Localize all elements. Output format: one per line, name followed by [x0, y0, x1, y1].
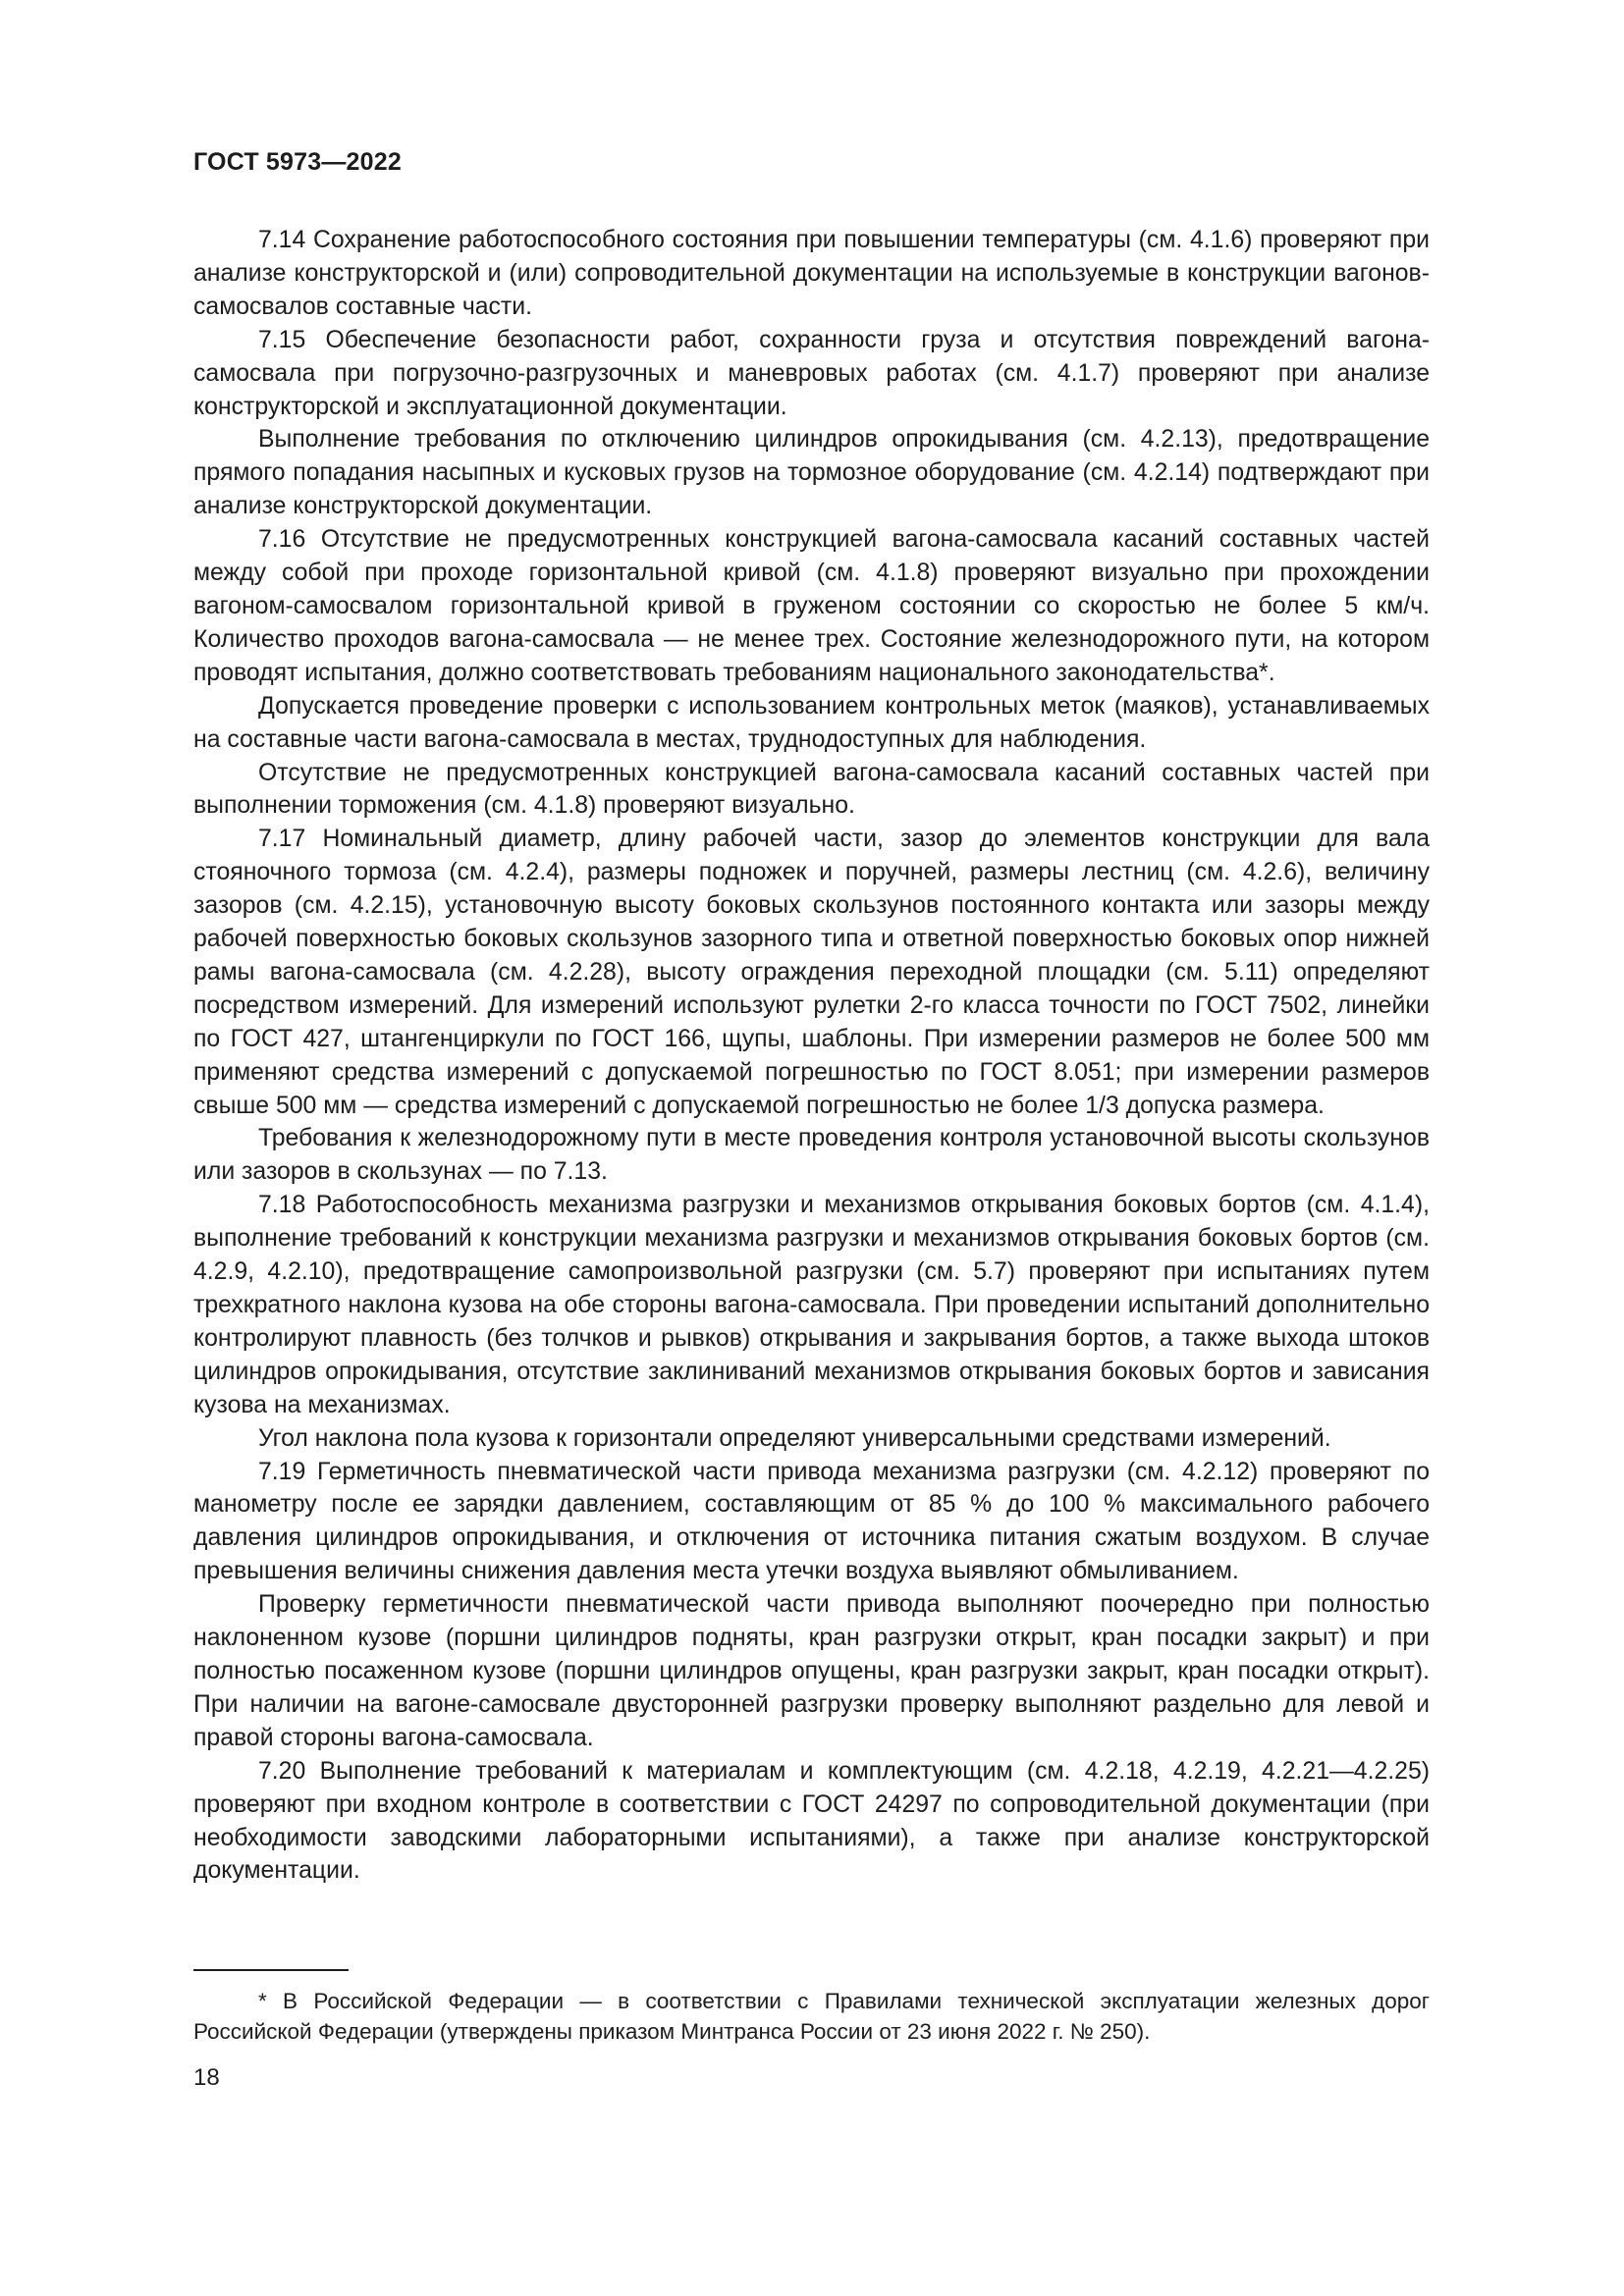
footnote-text: * В Российской Федерации — в соответствии с Правилами технической эксплуатации железных дорог Российской Федерации (утверждены приказом Минтранса России от 23 июня 2022 г. № 250). [193, 1989, 1430, 2044]
paragraph: 7.18 Работоспособность механизма разгрузки и механизмов открывания боковых бортов (см. 4.1.4), выполнение требований к конструкции механизма разгрузки и механизмов открывания боковых бортов (см. 4.2.9, 4.2.10), предотвращение самопроизвольной разгрузки (см. 5.7) проверяют при испытаниях путем трехкратного наклона кузова на обе стороны вагона-самосвала. При проведении испытаний дополнительно контролируют плавность (без толчков и рывков) открывания и закрывания бортов, а также выхода штоков цилиндров опрокидывания, отсутствие заклиниваний механизмов открывания боковых бортов и зависания кузова на механизмах. [193, 1192, 1430, 1418]
paragraph: Требования к железнодорожному пути в месте проведения контроля установочной высоты скользунов или зазоров в скользунах — по 7.13. [193, 1125, 1430, 1186]
paragraph: 7.14 Сохранение работоспособного состояния при повышении температуры (см. 4.1.6) проверяют при анализе конструкторской и (или) сопроводительной документации на используемые в конструкции вагонов-самосвалов составные части. [193, 227, 1430, 320]
paragraph: Проверку герметичности пневматической части привода выполняют поочередно при полностью наклоненном кузове (поршни цилиндров подняты, кран разгрузки открыт, кран посадки закрыт) и при полностью посаженном кузове (поршни цилиндров опущены, кран разгрузки закрыт, кран посадки открыт). При наличии на вагоне-самосвале двусторонней разгрузки проверку выполняют раздельно для левой и правой стороны вагона-самосвала. [193, 1591, 1430, 1751]
paragraph: 7.16 Отсутствие не предусмотренных конструкцией вагона-самосвала касаний составных частей между собой при проходе горизонтальной кривой (см. 4.1.8) проверяют визуально при прохождении вагоном-самосвалом горизонтальной кривой в груженом состоянии со скоростью не более 5 км/ч. Количество проходов вагона-самосвала — не менее трех. Состояние железнодорожного пути, на котором проводят испытания, должно соответствовать требованиям национального законодательства*. [193, 526, 1430, 686]
paragraph: 7.20 Выполнение требований к материалам и комплектующим (см. 4.2.18, 4.2.19, 4.2.21—4.2.25) проверяют при входном контроле в соответствии с ГОСТ 24297 по сопроводительной документации (при необходимости заводскими лабораторными испытаниями), а также при анализе конструкторской документации. [193, 1757, 1430, 1885]
paragraph: 7.15 Обеспечение безопасности работ, сохранности груза и отсутствия повреждений вагона-самосвала при погрузочно-разгрузочных и маневровых работах (см. 4.1.7) проверяют при анализе конструкторской и эксплуатационной документации. [193, 326, 1430, 420]
paragraph: Угол наклона пола кузова к горизонтали определяют универсальными средствами измерений. [258, 1424, 1331, 1452]
footnote-divider [193, 1969, 349, 1971]
paragraph: 7.19 Герметичность пневматической части привода механизма разгрузки (см. 4.2.12) проверяют по манометру после ее зарядки давлением, составляющим от 85 % до 100 % максимального рабочего давления цилиндров опрокидывания, и отключения от источника питания сжатым воздухом. В случае превышения величины снижения давления места утечки воздуха выявляют обмыливанием. [193, 1458, 1430, 1585]
body-text [193, 224, 1430, 1888]
page-number: 18 [193, 2064, 220, 2091]
paragraph: Выполнение требования по отключению цилиндров опрокидывания (см. 4.2.13), предотвращение прямого попадания насыпных и кусковых грузов на тормозное оборудование (см. 4.2.14) подтверждают при анализе конструкторской документации. [193, 426, 1430, 520]
footnote [193, 1986, 1430, 2047]
document-header: ГОСТ 5973—2022 [193, 148, 402, 176]
paragraph: Допускается проведение проверки с использованием контрольных меток (маяков), устанавливаемых на составные части вагона-самосвала в местах, труднодоступных для наблюдения. [193, 692, 1430, 753]
paragraph: Отсутствие не предусмотренных конструкцией вагона-самосвала касаний составных частей при выполнении торможения (см. 4.1.8) проверяют визуально. [193, 759, 1430, 820]
paragraph: 7.17 Номинальный диаметр, длину рабочей части, зазор до элементов конструкции для вала стояночного тормоза (см. 4.2.4), размеры подножек и поручней, размеры лестниц (см. 4.2.6), величину зазоров (см. 4.2.15), установочную высоту боковых скользунов постоянного контакта или зазоры между рабочей поверхностью боковых скользунов зазорного типа и ответной поверхностью боковых опор нижней рамы вагона-самосвала (см. 4.2.28), высоту ограждения переходной площадки (см. 5.11) определяют посредством измерений. Для измерений используют рулетки 2-го класса точности по ГОСТ 7502, линейки по ГОСТ 427, штангенциркули по ГОСТ 166, щупы, шаблоны. При измерении размеров не более 500 мм применяют средства измерений с допускаемой погрешностью по ГОСТ 8.051; при измерении размеров свыше 500 мм — средства измерений с допускаемой погрешностью не более 1/3 допуска размера. [193, 826, 1430, 1119]
